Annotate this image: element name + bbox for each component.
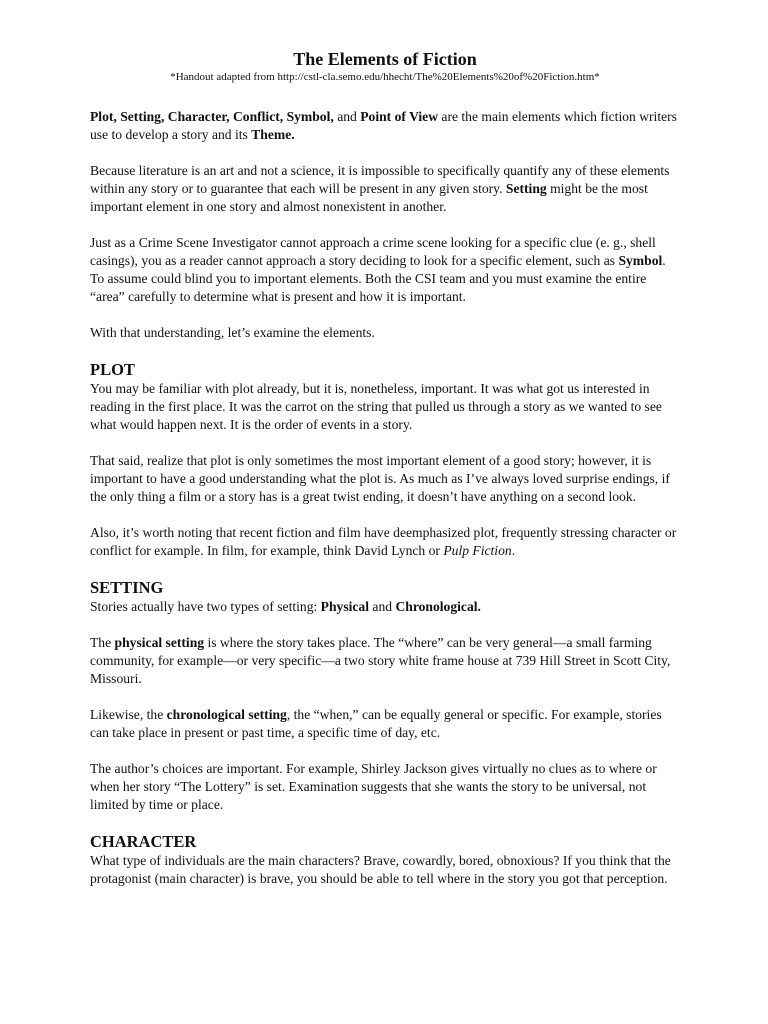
intro-paragraph-elements bbox=[90, 108, 680, 144]
text-run: Likewise, the bbox=[90, 707, 167, 722]
film-title: Pulp Fiction bbox=[443, 543, 512, 558]
text-run: Also, it’s worth noting that recent fiction and film have deemphasized plot, frequently stressing character or conflict for example. In film, for example, think David Lynch or bbox=[90, 525, 677, 558]
plot-heading: PLOT bbox=[90, 360, 135, 379]
setting-paragraph-1 bbox=[90, 598, 680, 616]
text-run: , the “when,” can be equally general or specific. For example, stories can take place in present or past time, a specific time of day, etc. bbox=[90, 707, 662, 740]
chronological-setting-term: chronological setting bbox=[166, 707, 287, 722]
setting-heading: SETTING bbox=[90, 578, 164, 597]
setting-paragraph-2 bbox=[90, 634, 680, 688]
intro-paragraph-transition: With that understanding, let’s examine the elements. bbox=[90, 325, 375, 340]
text-run: Because literature is an art and not a science, it is impossible to specifically quantify any of these elements within any story or to guarantee that each will be present in any given story. bbox=[90, 163, 670, 196]
text-run: and bbox=[369, 599, 396, 614]
setting-term: Setting bbox=[505, 181, 547, 196]
symbol-term: Symbol bbox=[618, 253, 663, 268]
character-heading: CHARACTER bbox=[90, 832, 197, 851]
text-run: . bbox=[511, 543, 516, 558]
text-run: . To assume could blind you to important elements. Both the CSI team and you must examine the entire “area” carefully to determine what is present and how it is important. bbox=[90, 253, 666, 304]
document-title: The Elements of Fiction bbox=[293, 49, 477, 69]
point-of-view-term: Point of View bbox=[360, 109, 439, 124]
theme-term: Theme. bbox=[251, 127, 295, 142]
text-run: Stories actually have two types of setting: bbox=[90, 599, 321, 614]
text-run: The bbox=[90, 635, 115, 650]
physical-term: Physical bbox=[320, 599, 370, 614]
physical-setting-term: physical setting bbox=[114, 635, 205, 650]
elements-list: Plot, Setting, Character, Conflict, Symbol, bbox=[90, 109, 334, 124]
text-run: is where the story takes place. The “where” can be very general—a small farming community, for example—or very specific—a two story white frame house at 739 Hill Street in Scott City, Missouri. bbox=[90, 635, 671, 686]
setting-paragraph-4: The author’s choices are important. For example, Shirley Jackson gives virtually no clues as to where or when her story “The Lottery” is set. Examination suggests that she wants the story to be universal, not limited by time or place. bbox=[90, 761, 657, 812]
intro-paragraph-literature bbox=[90, 162, 680, 216]
document-page bbox=[90, 48, 680, 906]
plot-paragraph-2: That said, realize that plot is only sometimes the most important element of a good story; however, it is important to have a good understanding what the plot is. As much as I’ve always loved surprise endings, if the only thing a film or a story has is a great twist ending, it doesn’t have anything on a second look. bbox=[90, 453, 670, 504]
document-source-note: *Handout adapted from http://cstl-cla.semo.edu/hhecht/The%20Elements%20of%20Fiction.htm* bbox=[170, 71, 600, 83]
text-run: and bbox=[333, 109, 361, 124]
text-run: might be the most important element in one story and almost nonexistent in another. bbox=[90, 181, 648, 214]
plot-paragraph-3 bbox=[90, 524, 680, 560]
text-run: Just as a Crime Scene Investigator cannot approach a crime scene looking for a specific clue (e. g., shell casings), you as a reader cannot approach a story deciding to look for a specific element, such as bbox=[90, 235, 656, 268]
character-paragraph-1: What type of individuals are the main characters? Brave, cowardly, bored, obnoxious? If you think that the protagonist (main character) is brave, you should be able to tell where in the story you got that perception. bbox=[90, 853, 671, 886]
text-run: are the main elements which fiction writers use to develop a story and its bbox=[90, 109, 677, 142]
chronological-term: Chronological. bbox=[395, 599, 481, 614]
setting-paragraph-3 bbox=[90, 706, 680, 742]
plot-paragraph-1: You may be familiar with plot already, but it is, nonetheless, important. It was what got us interested in reading in the first place. It was the carrot on the string that pulled us through a story as we wanted to see what would happen next. It is the order of events in a story. bbox=[90, 381, 662, 432]
intro-paragraph-csi bbox=[90, 234, 680, 306]
